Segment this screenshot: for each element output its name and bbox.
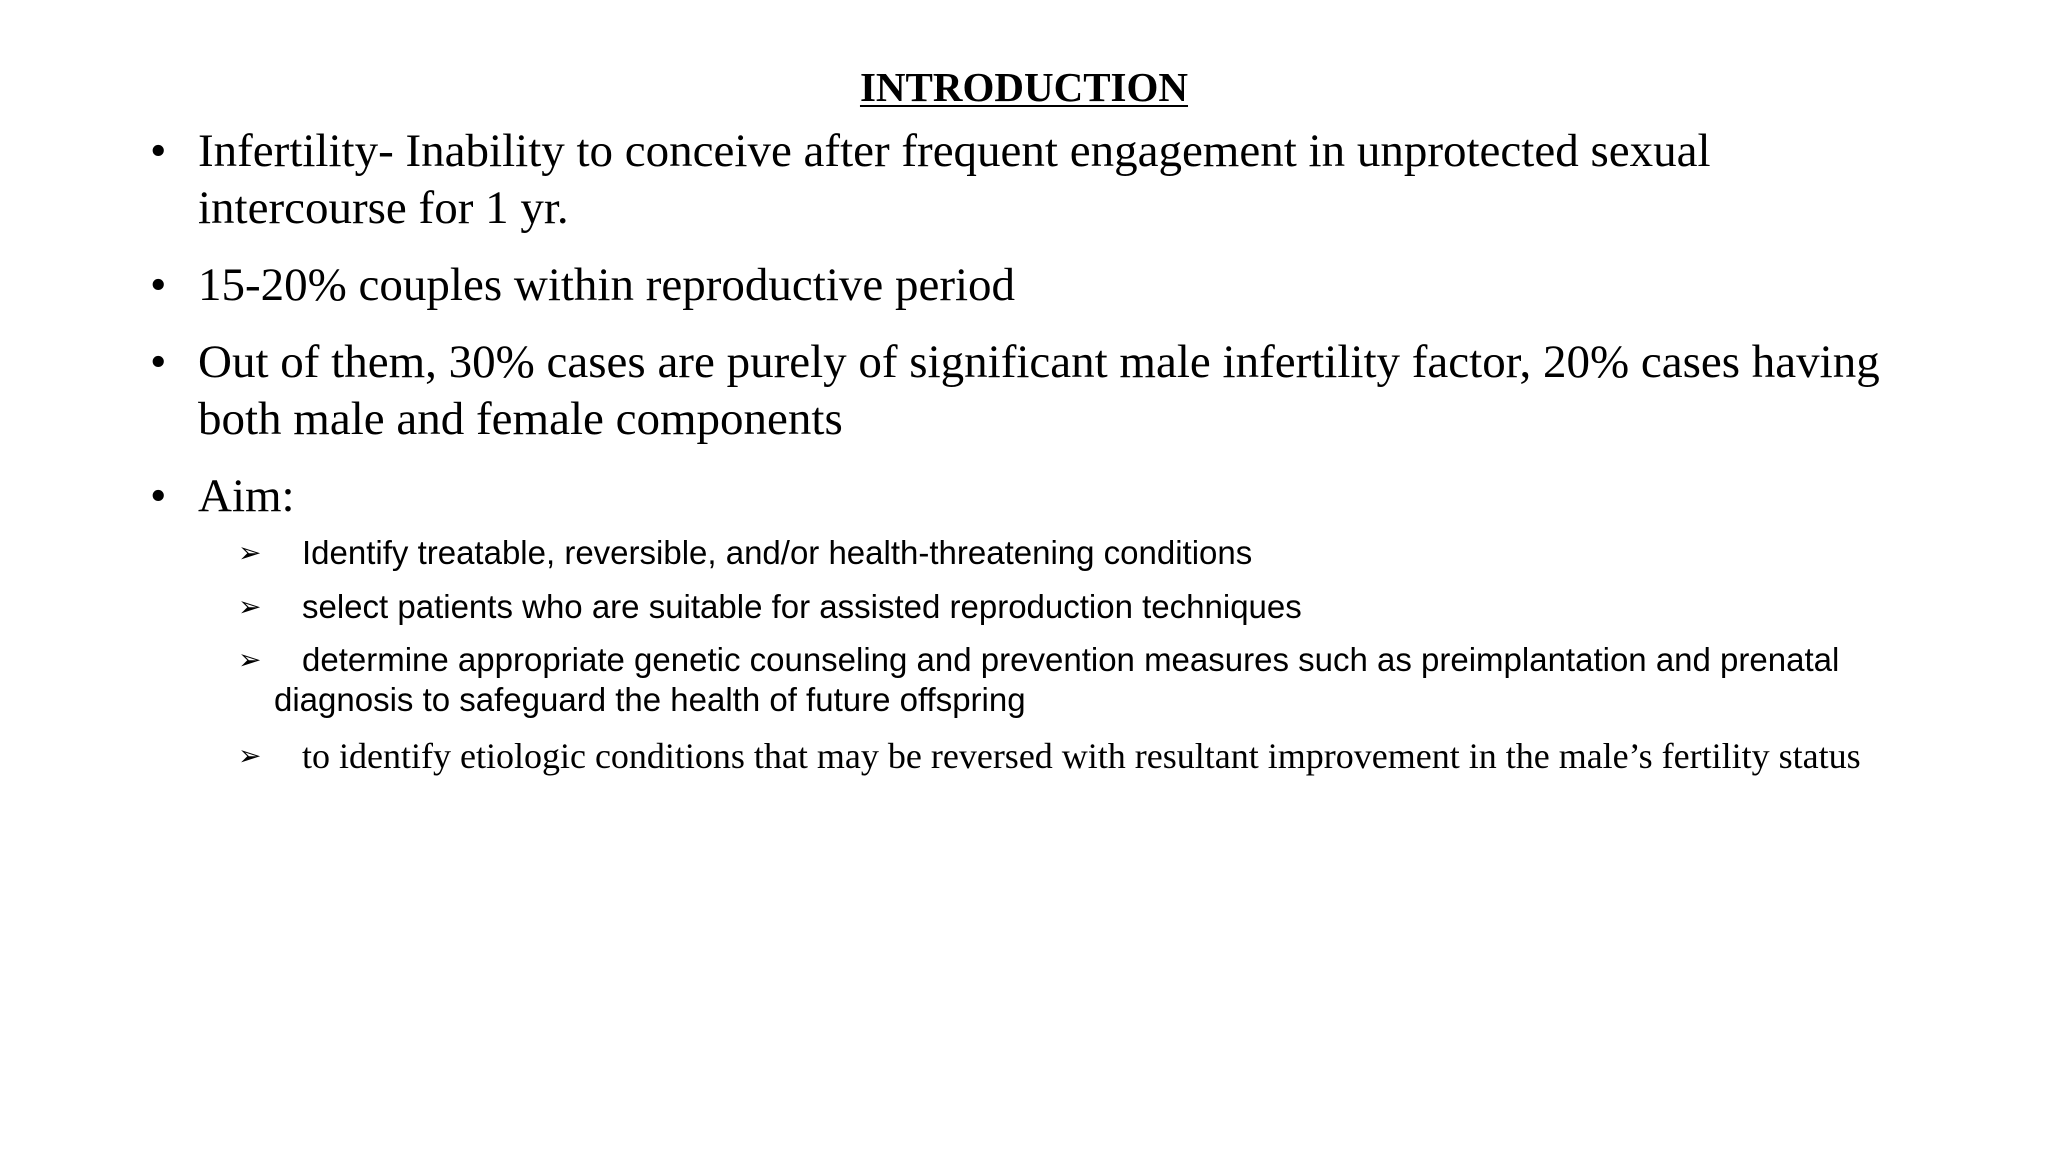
bullet-marker: • <box>150 259 167 311</box>
sub-bullet-text: select patients who are suitable for assisted reproduction techniques <box>302 588 1302 625</box>
bullet-list <box>150 123 1910 545</box>
bullet-item <box>150 334 1910 448</box>
sub-bullet-item <box>238 640 1918 720</box>
bullet-item <box>150 468 1910 525</box>
bullet-item <box>150 123 1910 237</box>
bullet-item <box>150 257 1910 314</box>
sub-bullet-item <box>238 587 1918 627</box>
sub-bullet-item <box>238 736 1918 776</box>
arrow-bullet-icon: ➢ <box>238 590 262 623</box>
sub-bullet-item <box>238 533 1918 573</box>
bullet-marker: • <box>150 125 167 177</box>
arrow-bullet-icon: ➢ <box>238 643 262 676</box>
bullet-marker: • <box>150 470 167 522</box>
sub-bullet-text: Identify treatable, reversible, and/or health-threatening conditions <box>302 534 1253 571</box>
slide-title: INTRODUCTION <box>859 64 1189 110</box>
bullet-text: Infertility- Inability to conceive after frequent engagement in unprotected sexual intercourse for 1 yr. <box>198 125 1711 234</box>
arrow-bullet-icon: ➢ <box>238 536 262 569</box>
arrow-bullet-icon: ➢ <box>238 739 262 772</box>
bullet-marker: • <box>150 336 167 388</box>
sub-bullet-text: determine appropriate genetic counseling and prevention measures such as preimplantation and prenatal diagnosis to safeguard the health of future offspring <box>274 641 1840 718</box>
bullet-text: Out of them, 30% cases are purely of significant male infertility factor, 20% cases having both male and female components <box>198 336 1880 445</box>
sub-bullet-text: to identify etiologic conditions that may be reversed with resultant improvement in the male’s fertility status <box>302 736 1861 776</box>
bullet-text: 15-20% couples within reproductive period <box>198 259 1016 311</box>
bullet-text: Aim: <box>198 470 295 522</box>
